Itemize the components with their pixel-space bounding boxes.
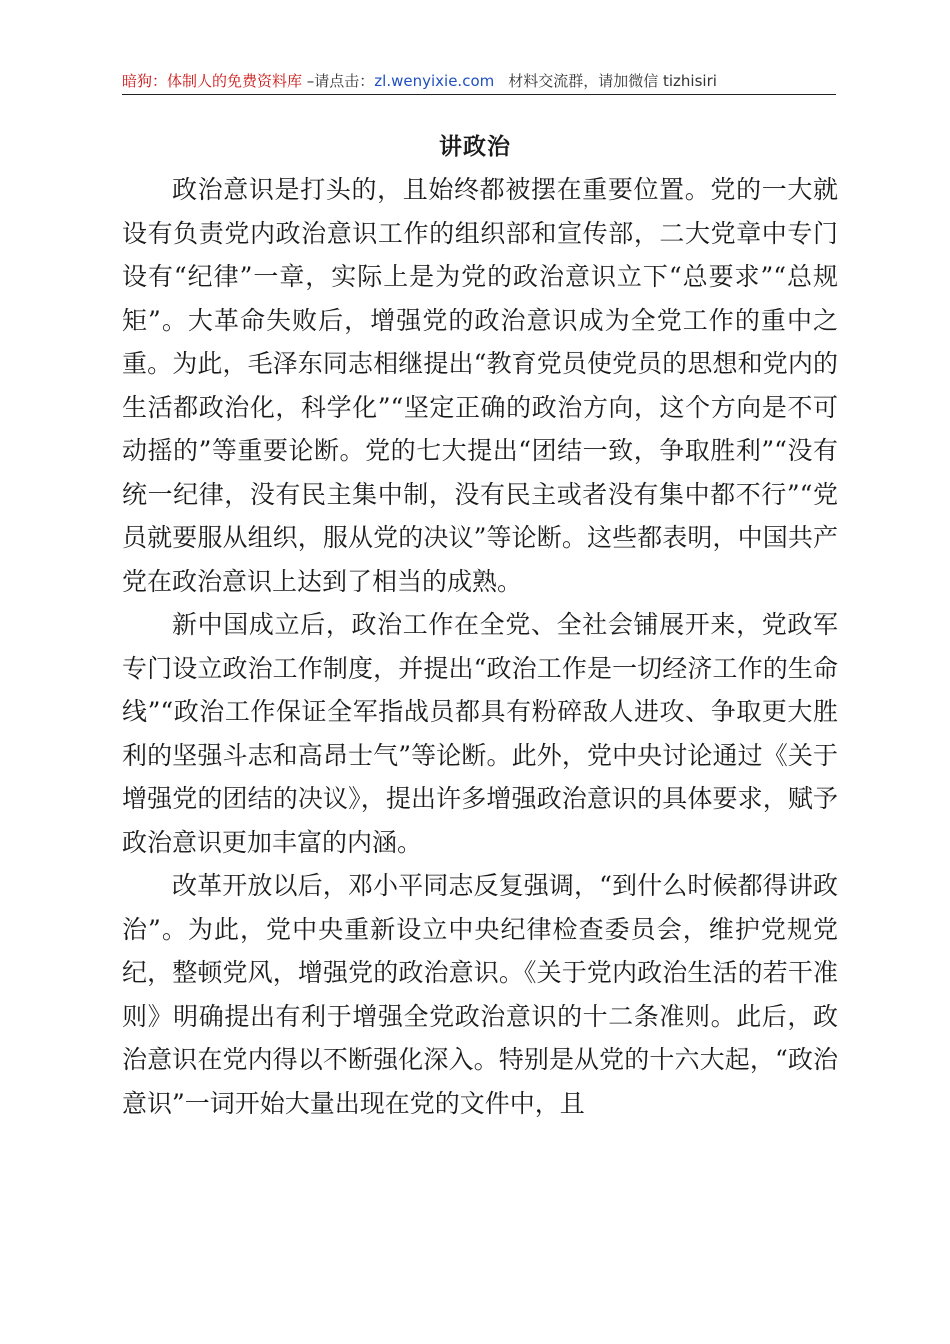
header-url-link[interactable]: zl.wenyixie.com [374, 72, 495, 90]
page-header [122, 70, 836, 91]
header-brand: 暗狗：体制人的免费资料库 [122, 72, 303, 90]
header-prompt: –请点击： [302, 72, 375, 90]
document-title: 讲政治 [439, 134, 511, 160]
paragraph-3: 改革开放以后，邓小平同志反复强调，“到什么时候都得讲政治”。为此，党中央重新设立中央纪律检查委员会，维护党规党纪，整顿党风，增强党的政治意识。《关于党内政治生活的若干准则》明确提出有利于增强全党政治意识的十二条准则。此后，政治意识在党内得以不断强化深入。特别是从党的十六大起，“政治意识”一词开始大量出现在党的文件中，且 [122, 871, 838, 1118]
paragraph-2: 新中国成立后，政治工作在全党、全社会铺展开来，党政军专门设立政治工作制度，并提出“政治工作是一切经济工作的生命线”“政治工作保证全军指战员都具有粉碎敌人进攻、争取更大胜利的坚强斗志和高昂士气”等论断。此外，党中央讨论通过《关于增强党的团结的决议》，提出许多增强政治意识的具体要求，赋予政治意识更加丰富的内涵。 [122, 610, 838, 857]
header-divider [122, 94, 836, 95]
document-body [122, 168, 838, 1125]
paragraph-1: 政治意识是打头的，且始终都被摆在重要位置。党的一大就设有负责党内政治意识工作的组织部和宣传部，二大党章中专门设有“纪律”一章，实际上是为党的政治意识立下“总要求”“总规矩”。大革命失败后，增强党的政治意识成为全党工作的重中之重。为此，毛泽东同志相继提出“教育党员使党员的思想和党内的生活都政治化，科学化”“坚定正确的政治方向，这个方向是不可动摇的”等重要论断。党的七大提出“团结一致，争取胜利”“没有统一纪律，没有民主集中制，没有民主或者没有集中都不行”“党员就要服从组织，服从党的决议”等论断。这些都表明，中国共产党在政治意识上达到了相当的成熟。 [122, 175, 838, 596]
header-wechat-note: 材料交流群，请加微信 tizhisiri [508, 72, 717, 90]
